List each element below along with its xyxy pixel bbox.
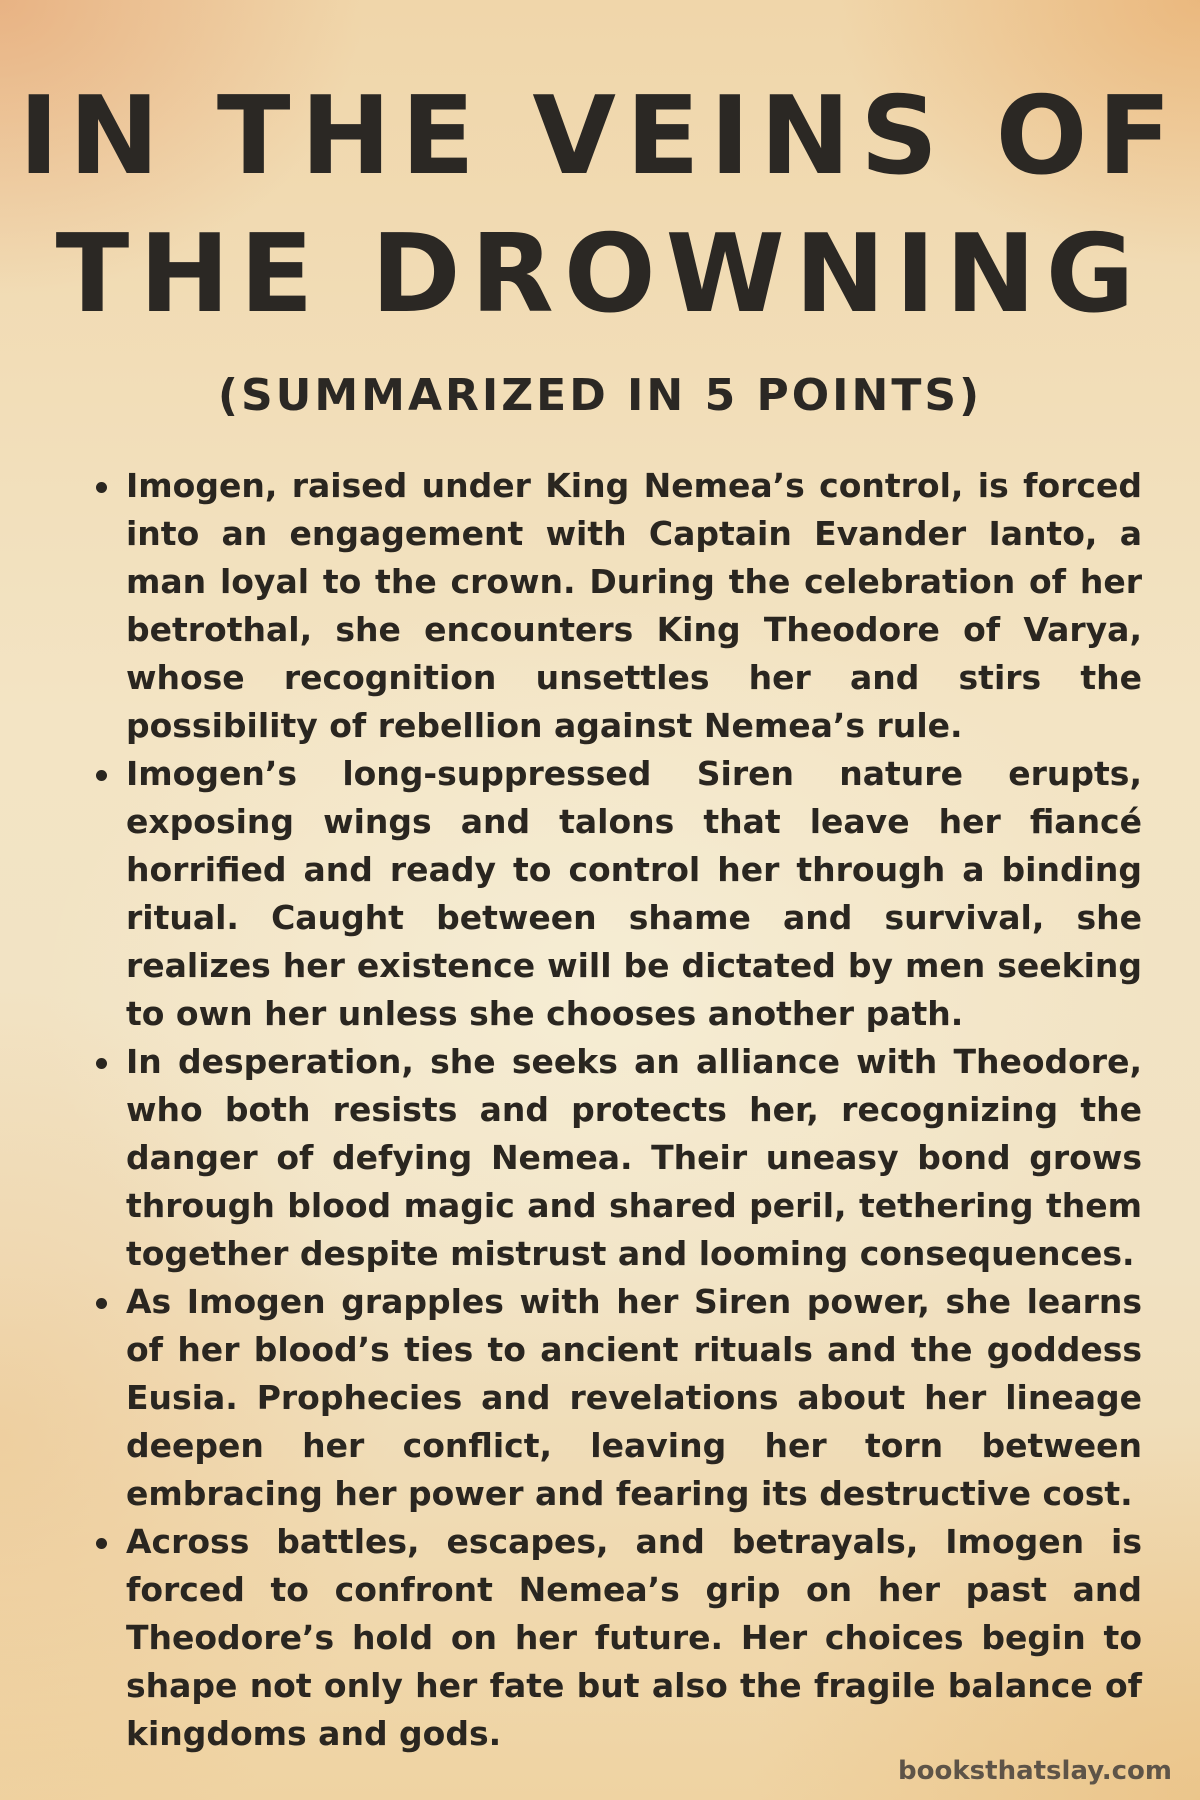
summary-point-text: In desperation, she seeks an alliance with Theodore, who both resists and protects her, recognizing the danger of defying Nemea. Their uneasy bond grows through blood magic and shared peril, tethering them together despite mistrust and looming consequences. [126,1042,1142,1273]
summary-point-text: Across battles, escapes, and betrayals, Imogen is forced to confront Nemea’s grip on her past and Theodore’s hold on her future. Her choices begin to shape not only her fate but also the fragile balance of kingdoms and gods. [126,1522,1142,1753]
site-watermark: booksthatslay.com [898,1756,1172,1786]
bullet-icon [96,1298,107,1309]
bullet-icon [96,1538,107,1549]
bullet-icon [96,770,107,781]
page-title [0,68,1200,344]
summary-point-3 [92,1038,1142,1278]
summary-point-text: As Imogen grapples with her Siren power, she learns of her blood’s ties to ancient rituals and the goddess Eusia. Prophecies and revelations about her lineage deepen her conflict, leaving her torn between embracing her power and fearing its destructive cost. [126,1282,1142,1513]
title-line-2: THE DROWNING [55,212,1145,337]
subtitle: (SUMMARIZED IN 5 POINTS) [217,370,983,421]
summary-point-text: Imogen, raised under King Nemea’s control, is forced into an engagement with Captain Evander Ianto, a man loyal to the crown. During the celebration of her betrothal, she encounters King Theodore of Varya, whose recognition unsettles her and stirs the possibility of rebellion against Nemea’s rule. [126,466,1142,745]
summary-points-list [92,462,1142,1758]
bullet-icon [96,482,107,493]
summary-point-2 [92,750,1142,1038]
summary-point-5 [92,1518,1142,1758]
bullet-icon [96,1058,107,1069]
summary-point-1 [92,462,1142,750]
summary-point-4 [92,1278,1142,1518]
summary-point-text: Imogen’s long-suppressed Siren nature erupts, exposing wings and talons that leave her fiancé horrified and ready to control her through a binding ritual. Caught between shame and survival, she realizes her existence will be dictated by men seeking to own her unless she chooses another path. [126,754,1142,1033]
title-line-1: IN THE VEINS OF [18,74,1182,199]
